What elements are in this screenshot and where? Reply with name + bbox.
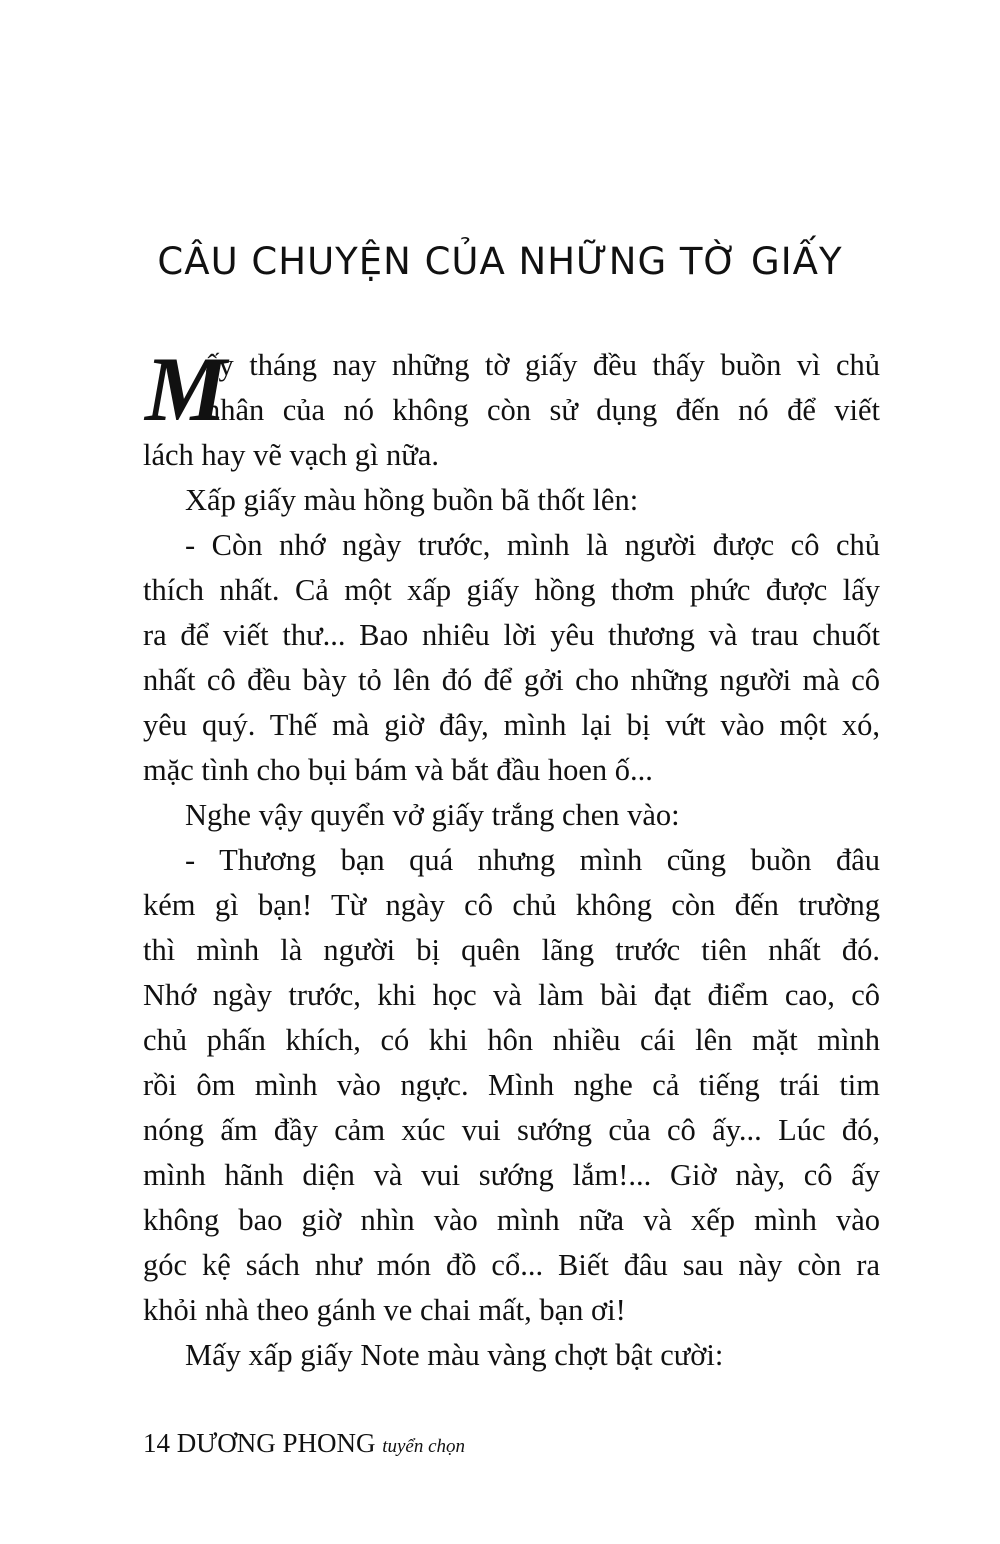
text-line: kém gì bạn! Từ ngày cô chủ không còn đến trường	[143, 888, 880, 922]
text-line: thì mình là người bị quên lãng trước tiên nhất đó.	[143, 933, 880, 967]
text-line: Nghe vậy quyển vở giấy trắng chen vào:	[185, 798, 680, 832]
chapter-body	[143, 338, 880, 1378]
text-line: mình hãnh diện và vui sướng lắm!... Giờ này, cô ấy	[143, 1158, 880, 1192]
chapter-title: CÂU CHUYỆN CỦA NHỮNG TỜ GIẤY	[157, 240, 843, 283]
footer-note: tuyển chọn	[382, 1436, 466, 1457]
text-line: mặc tình cho bụi bám và bắt đầu hoen ố...	[143, 753, 653, 787]
page-footer	[143, 1428, 465, 1459]
text-line: nóng ấm đầy cảm xúc vui sướng của cô ấy... Lúc đó,	[143, 1113, 880, 1147]
text-line: Nhớ ngày trước, khi học và làm bài đạt điểm cao, cô	[143, 978, 880, 1012]
text-line: nhân của nó không còn sử dụng đến nó để viết	[205, 393, 880, 427]
text-line: nhất cô đều bày tỏ lên đó để gởi cho những người mà cô	[143, 663, 880, 697]
page-number: 14	[143, 1428, 170, 1458]
text-line: - Còn nhớ ngày trước, mình là người được cô chủ	[185, 528, 880, 562]
text-line: thích nhất. Cả một xấp giấy hồng thơm phức được lấy	[143, 573, 880, 607]
text-line: lách hay vẽ vạch gì nữa.	[143, 438, 439, 472]
text-line: ra để viết thư... Bao nhiêu lời yêu thương và trau chuốt	[143, 618, 880, 652]
text-line: góc kệ sách như món đồ cổ... Biết đâu sau này còn ra	[143, 1248, 880, 1282]
text-line: yêu quý. Thế mà giờ đây, mình lại bị vứt vào một xó,	[143, 708, 880, 742]
text-line: rồi ôm mình vào ngực. Mình nghe cả tiếng trái tim	[143, 1068, 880, 1102]
text-line: không bao giờ nhìn vào mình nữa và xếp mình vào	[143, 1203, 880, 1237]
text-line: ấy tháng nay những tờ giấy đều thấy buồn vì chủ	[205, 348, 880, 382]
text-line: chủ phấn khích, có khi hôn nhiều cái lên mặt mình	[143, 1023, 880, 1057]
text-line: - Thương bạn quá nhưng mình cũng buồn đâu	[185, 843, 880, 877]
text-line: Xấp giấy màu hồng buồn bã thốt lên:	[185, 483, 639, 517]
text-line: khỏi nhà theo gánh ve chai mất, bạn ơi!	[143, 1293, 626, 1327]
drop-cap: M	[145, 338, 227, 440]
text-line: Mấy xấp giấy Note màu vàng chợt bật cười:	[185, 1338, 724, 1372]
footer-author: DƯƠNG PHONG	[176, 1428, 376, 1458]
